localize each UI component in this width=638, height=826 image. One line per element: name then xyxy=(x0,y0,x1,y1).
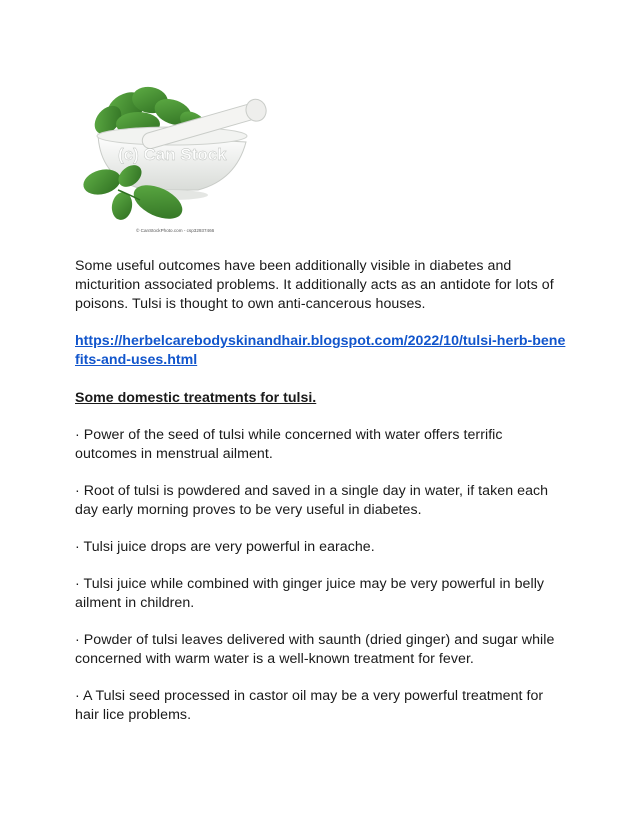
section-heading: Some domestic treatments for tulsi. xyxy=(75,390,317,406)
treatment-item: · Tulsi juice drops are very powerful in earache. xyxy=(75,539,375,555)
blog-link[interactable]: https://herbelcarebodyskinandhair.blogspot.com/2022/10/tulsi-herb-benefits-and-uses.html xyxy=(75,333,566,368)
treatment-item: · Power of the seed of tulsi while concerned with water offers terrific outcomes in menstrual ailment. xyxy=(75,427,503,462)
treatment-item: · Tulsi juice while combined with ginger juice may be very powerful in belly ailment in children. xyxy=(75,576,545,611)
watermark-text: (c) Can Stock xyxy=(118,145,227,164)
treatment-item: · Powder of tulsi leaves delivered with saunth (dried ginger) and sugar while concerned with warm water is a well-known treatment for fever. xyxy=(75,632,555,667)
document-body xyxy=(75,257,567,743)
treatment-item: · Root of tulsi is powdered and saved in a single day in water, if taken each day early morning proves to be very useful in diabetes. xyxy=(75,483,549,518)
mortar-pestle-icon xyxy=(78,72,274,236)
tulsi-mortar-photo xyxy=(78,72,274,236)
photo-credit: © CanStockPhoto.com - csp32937466 xyxy=(136,228,215,233)
intro-paragraph: Some useful outcomes have been additionally visible in diabetes and micturition associated problems. It additionally acts as an antidote for lots of poisons. Tulsi is thought to own anti-cancerous houses. xyxy=(75,258,554,312)
treatment-item: · A Tulsi seed processed in castor oil may be a very powerful treatment for hair lice problems. xyxy=(75,688,544,723)
